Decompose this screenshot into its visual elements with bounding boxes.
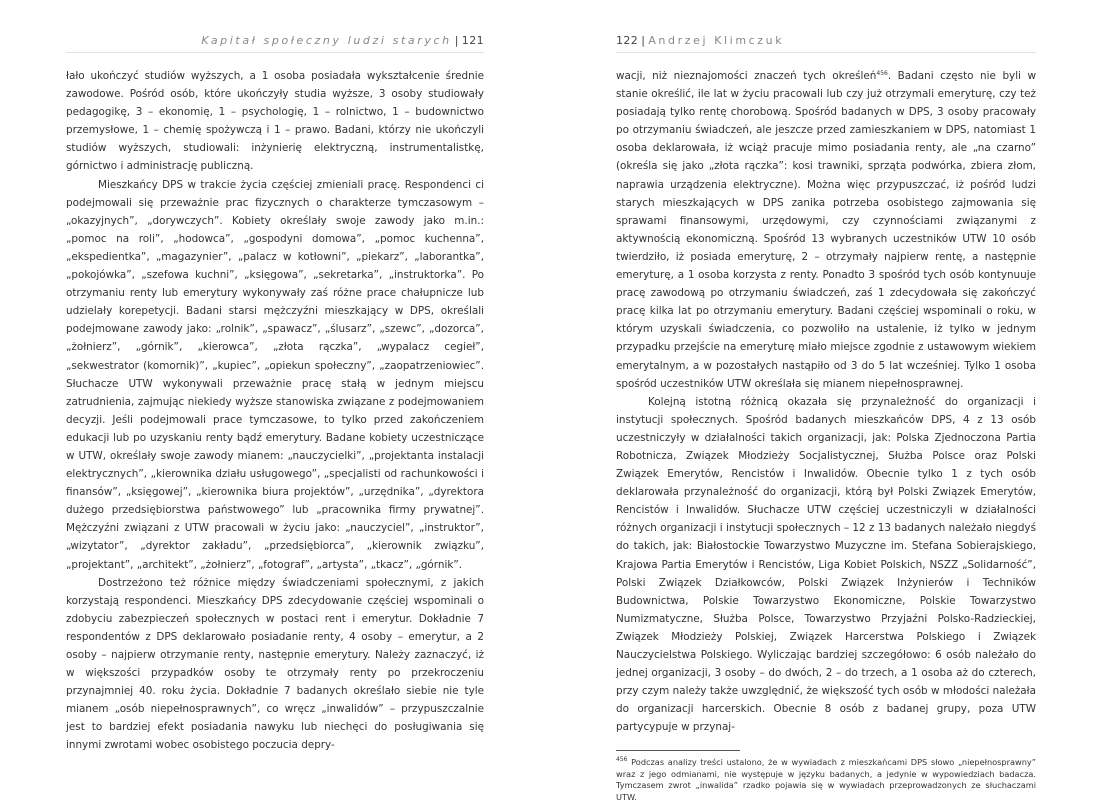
paragraph: Dostrzeżono też różnice między świadczeniami społecznymi, z jakich korzystają respondenci. Mieszkańcy DPS zdecydowanie częściej wspominali o zdobyciu zabezpieczeń społecznych w postaci rent i emerytur. Dokładnie 7 respondentów z DPS deklarowało posiadanie renty, 4 osoby – emerytur, a 2 osoby – najpierw otrzymanie renty, następnie emerytury. Należy zaznaczyć, iż w większości przypadków osoby te otrzymały renty po przekroczeniu przynajmniej 40. roku życia. Dokładnie 7 badanych określało siebie nie tyle mianem „osób niepełnosprawnych”, co wręcz „inwalidów” – przypuszczalnie jest to bardziej efekt posiadania nawyku lub niechęci do posługiwania się innymi zwrotami wobec osobistego poczucia depry- [66,576,484,752]
paragraph [616,393,1036,737]
right-page [550,0,1100,802]
footnote [616,757,1036,803]
left-page [0,0,550,778]
page-number-right: 122 [616,34,639,47]
page-number-left: 121 [461,34,484,47]
paragraph: łało ukończyć studiów wyższych, a 1 osoba posiadała wykształcenie średnie zawodowe. Pośród osób, które ukończyły studia wyższe, 3 osoby studiowały pedagogikę, 3 – ekonomię, 1 – psychologię, 1 – rolnictwo, 1 – budownictwo przemysłowe, 1 – chemię spożywczą i 1 – prawo. Badani, którzy nie ukończyli studiów wyższych, studiowali: inżynierię elektryczną, instrumentalistkę, górnictwo i administrację publiczną. [66,70,484,173]
paragraph-text: wacji, niż nieznajomości znaczeń tych określeń [616,70,877,82]
running-head-separator: | [641,34,646,47]
running-head-separator: | [454,34,459,47]
running-head-author: Andrzej Klimczuk [648,34,785,47]
left-page-body [66,67,484,755]
paragraph: Mieszkańcy DPS w trakcie życia częściej zmieniali pracę. Respondenci ci podejmowali się przeważnie prac fizycznych o charakterze tymczasowym – „okazyjnych”, „dorywczych”. Kobiety określały swoje zawody jako m.in.: „pomoc na roli”, „hodowca”, „gospodyni domowa”, „pomoc kuchenna”, „ekspedientka”, „magazynier”, „palacz w kotłowni”, „piekarz”, „laborantka”, „pokojówka”, „szefowa kuchni”, „księgowa”, „sekretarka”, „instruktorka”. Po otrzymaniu renty lub emerytury wykonywały zaś różne prace chałupnicze lub udzielały korepetycji. Badani starsi mężczyźni mieszkający w DPS, określali podejmowane zawody jako: „rolnik”, „spawacz”, „ślusarz”, „szewc”, „dozorca”, „żołnierz”, „górnik”, „kierowca”, „złota rączka”, „wypalacz cegieł”, „sekwestrator (komornik)”, „kupiec”, „opiekun społeczny”, „zaopatrzeniowiec”. Słuchacze UTW wykonywali przeważnie pracę stałą w jednym miejscu zatrudnienia, zajmując niekiedy wyższe stanowiska związane z podejmowaniem decyzji. Jeśli podejmowali prace tymczasowe, to tylko przed zakończeniem edukacji lub po uzyskaniu renty bądź emerytury. Badane kobiety uczestniczące w UTW, określały swoje zawody mianem: „nauczycielki”, „projektanta instalacji elektrycznych”, „kierownika działu usługowego”, „specjalisti od rachunkowości i finansów”, „księgowej”, „kierownika biura projektów”, „urzędnika”, „dyrektora dużego przedsiębiorstwa państwowego” lub „pracownika firmy prywatnej”. Mężczyźni związani z UTW pracowali w życiu jako: „nauczyciel”, „instruktor”, „wizytator”, „dyrektor zakładu”, „przedsiębiorca”, „kierownik związku”, „projektant”, „architekt”, „żołnierz”, „fotograf”, „artysta”, „tkacz”, „górnik”. [66,178,484,571]
running-head-title: Kapitał społeczny ludzi starych [201,34,452,47]
right-page-body [616,67,1036,736]
running-head-right [616,34,1036,53]
footnote-divider [616,750,740,751]
footnote-reference[interactable]: 456 [876,70,888,77]
running-head-left [66,34,484,53]
paragraph [616,67,1036,393]
footnote-text [616,757,1036,803]
footnote-body: Podczas analizy treści ustalono, że w wywiadach z mieszkańcami DPS słowo „niepełnosprawny” wraz z jego odmianami, nie występuje w języku badanych, a jedynie w wypowiedziach badacza. Tymczasem zwrot „inwalida” rzadko pojawia się w wywiadach przeprowadzonych ze słuchaczami UTW. [616,757,1036,802]
paragraph-text: Kolejną istotną różnicą okazała się przynależność do organizacji i instytucji społecznych. Spośród badanych mieszkańców DPS, 4 z 13 osób uczestniczyły w działalności takich organizacji, jak: Polska Zjednoczona Partia Robotnicza, Związek Młodzieży Socjalistycznej, Służba Polsce oraz Polski Związek Emerytów, Rencistów i Inwalidów. Obecnie tylko 1 z tych osób deklarowała przynależność do organizacji, którą był Polski Związek Emerytów, Rencistów i Inwalidów. Słuchacze UTW częściej uczestniczyli w działalności różnych organizacji i instytucji społecznych – 12 z 13 badanych należało niegdyś do takich, jak: Białostockie Towarzystwo Muzyczne im. Stefana Sobierajskiego, Krajowa Partia Emerytów i Rencistów, Liga Kobiet Polskich, NSZZ „Solidarność”, Polski Związek Działkowców, Polski Związek Inżynierów i Techników Budownictwa, Polskie Towarzystwo Ekonomiczne, Polskie Towarzystwo Numizmatyczne, Służba Polsce, Towarzystwo Przyjaźni Polsko-Radzieckiej, Związek Młodzieży Polskiej, Związek Harcerstwa Polskiego i Związek Nauczycielstwa Polskiego. Wyliczając bardziej szczegółowo: 6 osób należało do jednej organizacji, 3 osoby – do dwóch, 2 – do trzech, a 1 osoba aż do czterech, przy czym należy także uwzględnić, że większość tych osób w młodości należała do organizacji harcerskich. Obecnie 8 osób z badanej grupy, poza UTW partycypuje w przynaj- [616,395,1036,734]
footnote-number: 456 [616,756,628,764]
paragraph-text: . Badani często nie byli w stanie określić, ile lat w życiu pracowali lub czy już otrzymali emeryturę, czy też posiadają tylko rentę chorobową. Spośród badanych w DPS, 3 osoby pracowały po otrzymaniu świadczeń, ale jeszcze przed zamieszkaniem w DPS, natomiast 1 osoba deklarowała, iż wciąż pracuje mimo posiadania renty, ale „na czarno” (określa się jako „złota rączka”: kosi trawniki, sprząta podwórka, zbiera złom, naprawia urządzenia elektryczne). Można więc przypuszczać, iż pośród ludzi starych mieszkających w DPS zanika potrzeba osobistego zajmowania się sprawami finansowymi, urzędowymi, czy czynnościami związanymi z aktywnością ekonomiczną. Spośród 13 wybranych uczestników UTW 10 osób twierdziło, iż posiada emeryturę, 2 – otrzymały najpierw rentę, a następnie emeryturę, a 1 osoba korzysta z renty. Ponadto 3 spośród tych osób kontynuuje pracę zawodową po otrzymaniu świadczeń, zaś 1 zdecydowała się zakończyć pracę kilka lat po otrzymaniu emerytury. Badani częściej wspominali o roku, w którym uzyskali świadczenia, co pozwoliło na ustalenie, iż tylko w jednym przypadku przejście na emeryturę miało miejsce zgodnie z ustawowym wiekiem emerytalnym, a w pozostałych nastąpiło od 3 do 5 lat wcześniej. Tylko 1 osoba spośród uczestników UTW określała się mianem niepełnosprawnej. [616,70,1036,390]
